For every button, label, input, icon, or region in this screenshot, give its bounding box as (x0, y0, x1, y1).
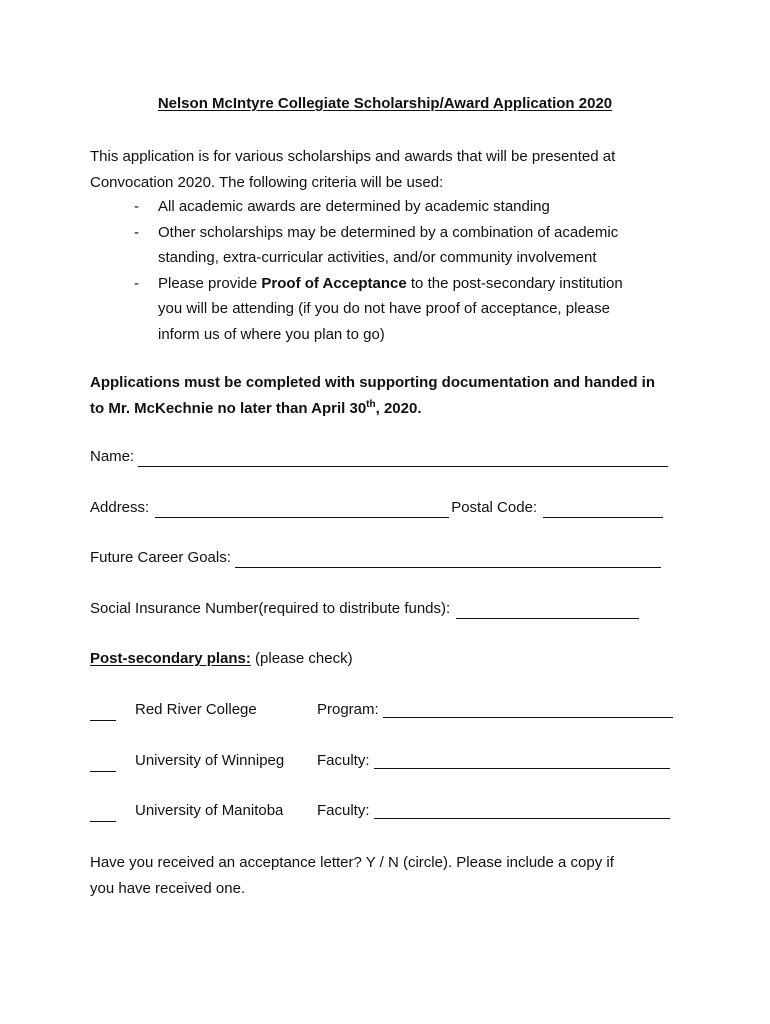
submission-deadline: Applications must be completed with supporting documentation and handed in to Mr. McKechnie no later than April 30th, 2020. (90, 374, 656, 417)
school-name: Red River College (135, 701, 257, 718)
checkbox-line[interactable] (90, 757, 116, 772)
intro-line: Convocation 2020. The following criteria will be used: (90, 174, 444, 191)
criteria-list (90, 194, 623, 347)
checkbox-line[interactable] (90, 706, 116, 721)
dash-bullet: - (134, 198, 139, 215)
sin-field (90, 599, 639, 619)
address-field (90, 498, 663, 518)
faculty-field: Faculty: (317, 802, 670, 819)
school-name: University of Winnipeg (135, 752, 285, 769)
address-input-line[interactable] (155, 502, 449, 518)
name-input-line[interactable] (138, 451, 668, 467)
faculty-input-line[interactable] (374, 803, 670, 819)
proof-of-acceptance-emphasis: Proof of Acceptance (261, 274, 407, 292)
name-label: Name: (90, 448, 135, 465)
name-field (90, 447, 668, 467)
form-title: Nelson McIntyre Collegiate Scholarship/Award Application 2020 (157, 95, 613, 112)
sin-input-line[interactable] (456, 603, 639, 619)
criteria-item-proof-cont: you will be attending (if you do not have proof of acceptance, please (158, 300, 610, 317)
postal-code-input-line[interactable] (543, 502, 663, 518)
criteria-item-other-scholarships-cont: standing, extra-curricular activities, and/or community involvement (158, 249, 597, 266)
address-label: Address: (90, 499, 150, 516)
dash-bullet: - (134, 274, 139, 292)
criteria-item-proof-cont: inform us of where you plan to go) (158, 325, 385, 343)
school-name: University of Manitoba (135, 802, 284, 819)
intro-paragraph (90, 144, 615, 196)
postal-code-label: Postal Code: (451, 499, 538, 516)
career-goals-input-line[interactable] (235, 552, 661, 568)
career-goals-field (90, 548, 661, 568)
faculty-input-line[interactable] (374, 753, 670, 769)
criteria-item-other-scholarships: - Other scholarships may be determined by a combination of academic (90, 220, 623, 246)
sin-label: Social Insurance Number(required to distribute funds): (90, 600, 451, 617)
dash-bullet: - (134, 223, 139, 241)
checkbox-line[interactable] (90, 807, 116, 822)
program-input-line[interactable] (383, 702, 673, 718)
faculty-field: Faculty: (317, 752, 670, 769)
criteria-item-proof: - Please provide Proof of Acceptance to the post-secondary institution (90, 271, 623, 297)
career-goals-label: Future Career Goals: (90, 549, 231, 566)
program-field: Program: (317, 701, 673, 718)
acceptance-letter-question: Have you received an acceptance letter? Y / N (circle). Please include a copy if you have received one. (90, 854, 614, 897)
criteria-item-academic: - All academic awards are determined by academic standing (90, 194, 623, 220)
intro-line: This application is for various scholarships and awards that will be presented at (90, 148, 616, 165)
post-secondary-plans-heading: Post-secondary plans: (please check) (90, 650, 353, 667)
